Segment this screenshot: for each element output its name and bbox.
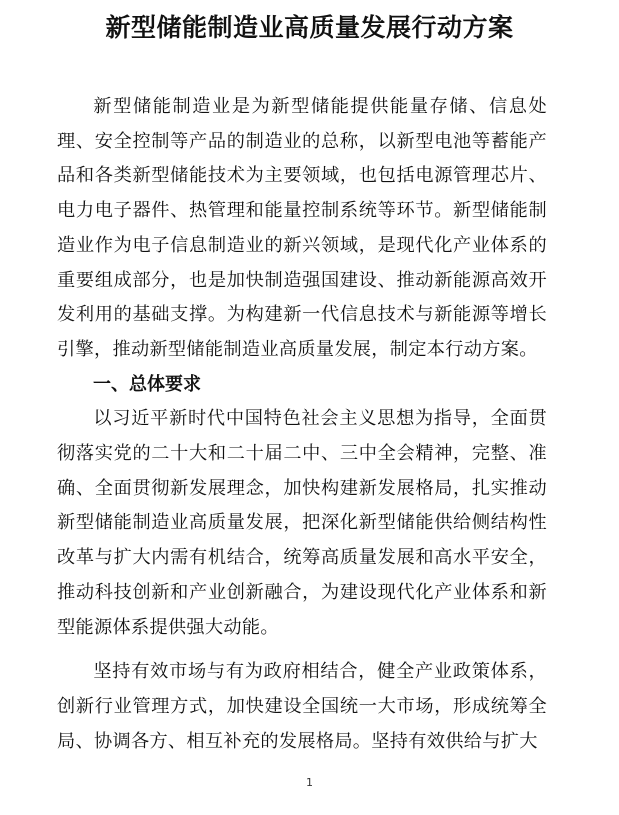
document-body <box>57 90 547 759</box>
document-title: 新型储能制造业高质量发展行动方案 <box>105 13 514 42</box>
body-paragraph: 坚持有效市场与有为政府相结合，健全产业政策体系，创新行业管理方式，加快建设全国统一大市场，形成统筹全局、协调各方、相互补充的发展格局。坚持有效供给与扩大 <box>57 661 547 752</box>
intro-paragraph: 新型储能制造业是为新型储能提供能量存储、信息处理、安全控制等产品的制造业的总称，以新型电池等蓄能产品和各类新型储能技术为主要领域，也包括电源管理芯片、电力电子器件、热管理和能量控制系统等环节。新型储能制造业作为电子信息制造业的新兴领域，是现代化产业体系的重要组成部分，也是加快制造强国建设、推动新能源高效开发利用的基础支撑。为构建新一代信息技术与新能源等增长引擎，推动新型储能制造业高质量发展，制定本行动方案。 <box>57 96 547 360</box>
body-paragraph: 以习近平新时代中国特色社会主义思想为指导，全面贯彻落实党的二十大和二十届二中、三中全会精神，完整、准确、全面贯彻新发展理念，加快构建新发展格局，扎实推动新型储能制造业高质量发展，把深化新型储能供给侧结构性改革与扩大内需有机结合，统筹高质量发展和高水平安全，推动科技创新和产业创新融合，为建设现代化产业体系和新型能源体系提供强大动能。 <box>57 408 547 638</box>
section-heading-general-requirements: 一、总体要求 <box>93 373 201 395</box>
page-number: 1 <box>306 776 313 789</box>
